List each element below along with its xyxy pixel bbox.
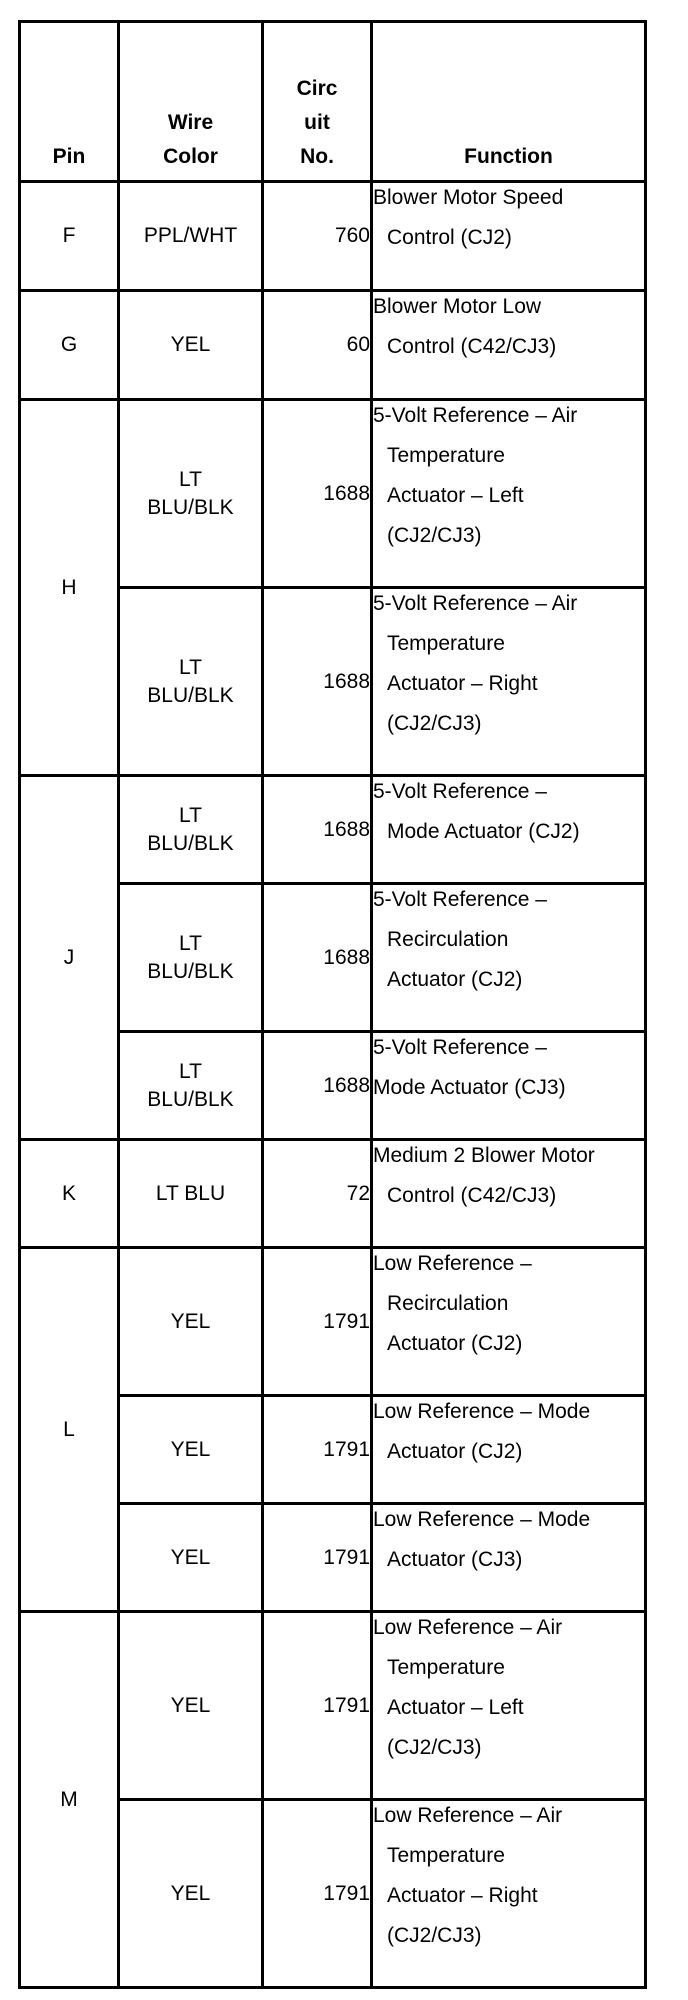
pin-cell: K (20, 1140, 119, 1248)
function-cell: Low Reference – Mode Actuator (CJ3) (372, 1504, 646, 1612)
table-row (20, 400, 646, 588)
circuit-cell: 1688 (263, 884, 372, 1032)
pin-cell: F (20, 182, 119, 291)
function-cell: 5-Volt Reference – Air Temperature Actuator – Left (CJ2/CJ3) (372, 400, 646, 588)
wire-color-cell: YEL (119, 291, 263, 400)
circuit-cell: 1791 (263, 1396, 372, 1504)
function-cell: 5-Volt Reference – Mode Actuator (CJ2) (372, 776, 646, 884)
wire-color-cell: LT BLU/BLK (119, 588, 263, 776)
circuit-cell: 72 (263, 1140, 372, 1248)
function-cell: Low Reference – Mode Actuator (CJ2) (372, 1396, 646, 1504)
wire-color-cell: YEL (119, 1800, 263, 1988)
wire-color-cell: YEL (119, 1396, 263, 1504)
function-cell: Medium 2 Blower Motor Control (C42/CJ3) (372, 1140, 646, 1248)
table-header (20, 22, 646, 182)
circuit-cell: 1688 (263, 400, 372, 588)
pin-cell: J (20, 776, 119, 1140)
pin-cell: H (20, 400, 119, 776)
header-function: Function (372, 22, 646, 182)
table-row (20, 291, 646, 400)
table-row (20, 1612, 646, 1800)
header-pin: Pin (20, 22, 119, 182)
function-cell: Low Reference – Recirculation Actuator (CJ2) (372, 1248, 646, 1396)
circuit-cell: 1791 (263, 1800, 372, 1988)
wire-color-cell: YEL (119, 1504, 263, 1612)
wire-color-cell: LT BLU (119, 1140, 263, 1248)
function-cell: Blower Motor Speed Control (CJ2) (372, 182, 646, 291)
table-body (20, 182, 646, 1988)
pin-cell: G (20, 291, 119, 400)
function-cell: 5-Volt Reference – Recirculation Actuator (CJ2) (372, 884, 646, 1032)
circuit-cell: 1688 (263, 1032, 372, 1140)
function-cell: 5-Volt Reference – Mode Actuator (CJ3) (372, 1032, 646, 1140)
table-row (20, 1140, 646, 1248)
wire-color-cell: YEL (119, 1248, 263, 1396)
wire-color-cell: YEL (119, 1612, 263, 1800)
pin-cell: L (20, 1248, 119, 1612)
pinout-table (18, 20, 647, 1989)
header-circuit-no: Circ uit No. (263, 22, 372, 182)
wire-color-cell: LT BLU/BLK (119, 400, 263, 588)
circuit-cell: 1791 (263, 1504, 372, 1612)
wire-color-cell: LT BLU/BLK (119, 1032, 263, 1140)
function-cell: Low Reference – Air Temperature Actuator – Right (CJ2/CJ3) (372, 1800, 646, 1988)
function-cell: 5-Volt Reference – Air Temperature Actuator – Right (CJ2/CJ3) (372, 588, 646, 776)
table-row (20, 776, 646, 884)
function-cell: Blower Motor Low Control (C42/CJ3) (372, 291, 646, 400)
circuit-cell: 1791 (263, 1612, 372, 1800)
wire-color-cell: LT BLU/BLK (119, 884, 263, 1032)
table-row (20, 182, 646, 291)
circuit-cell: 1791 (263, 1248, 372, 1396)
function-cell: Low Reference – Air Temperature Actuator – Left (CJ2/CJ3) (372, 1612, 646, 1800)
circuit-cell: 760 (263, 182, 372, 291)
pin-cell: M (20, 1612, 119, 1988)
table-row (20, 1248, 646, 1396)
header-wire-color: Wire Color (119, 22, 263, 182)
wire-color-cell: PPL/WHT (119, 182, 263, 291)
circuit-cell: 1688 (263, 776, 372, 884)
wire-color-cell: LT BLU/BLK (119, 776, 263, 884)
circuit-cell: 1688 (263, 588, 372, 776)
circuit-cell: 60 (263, 291, 372, 400)
